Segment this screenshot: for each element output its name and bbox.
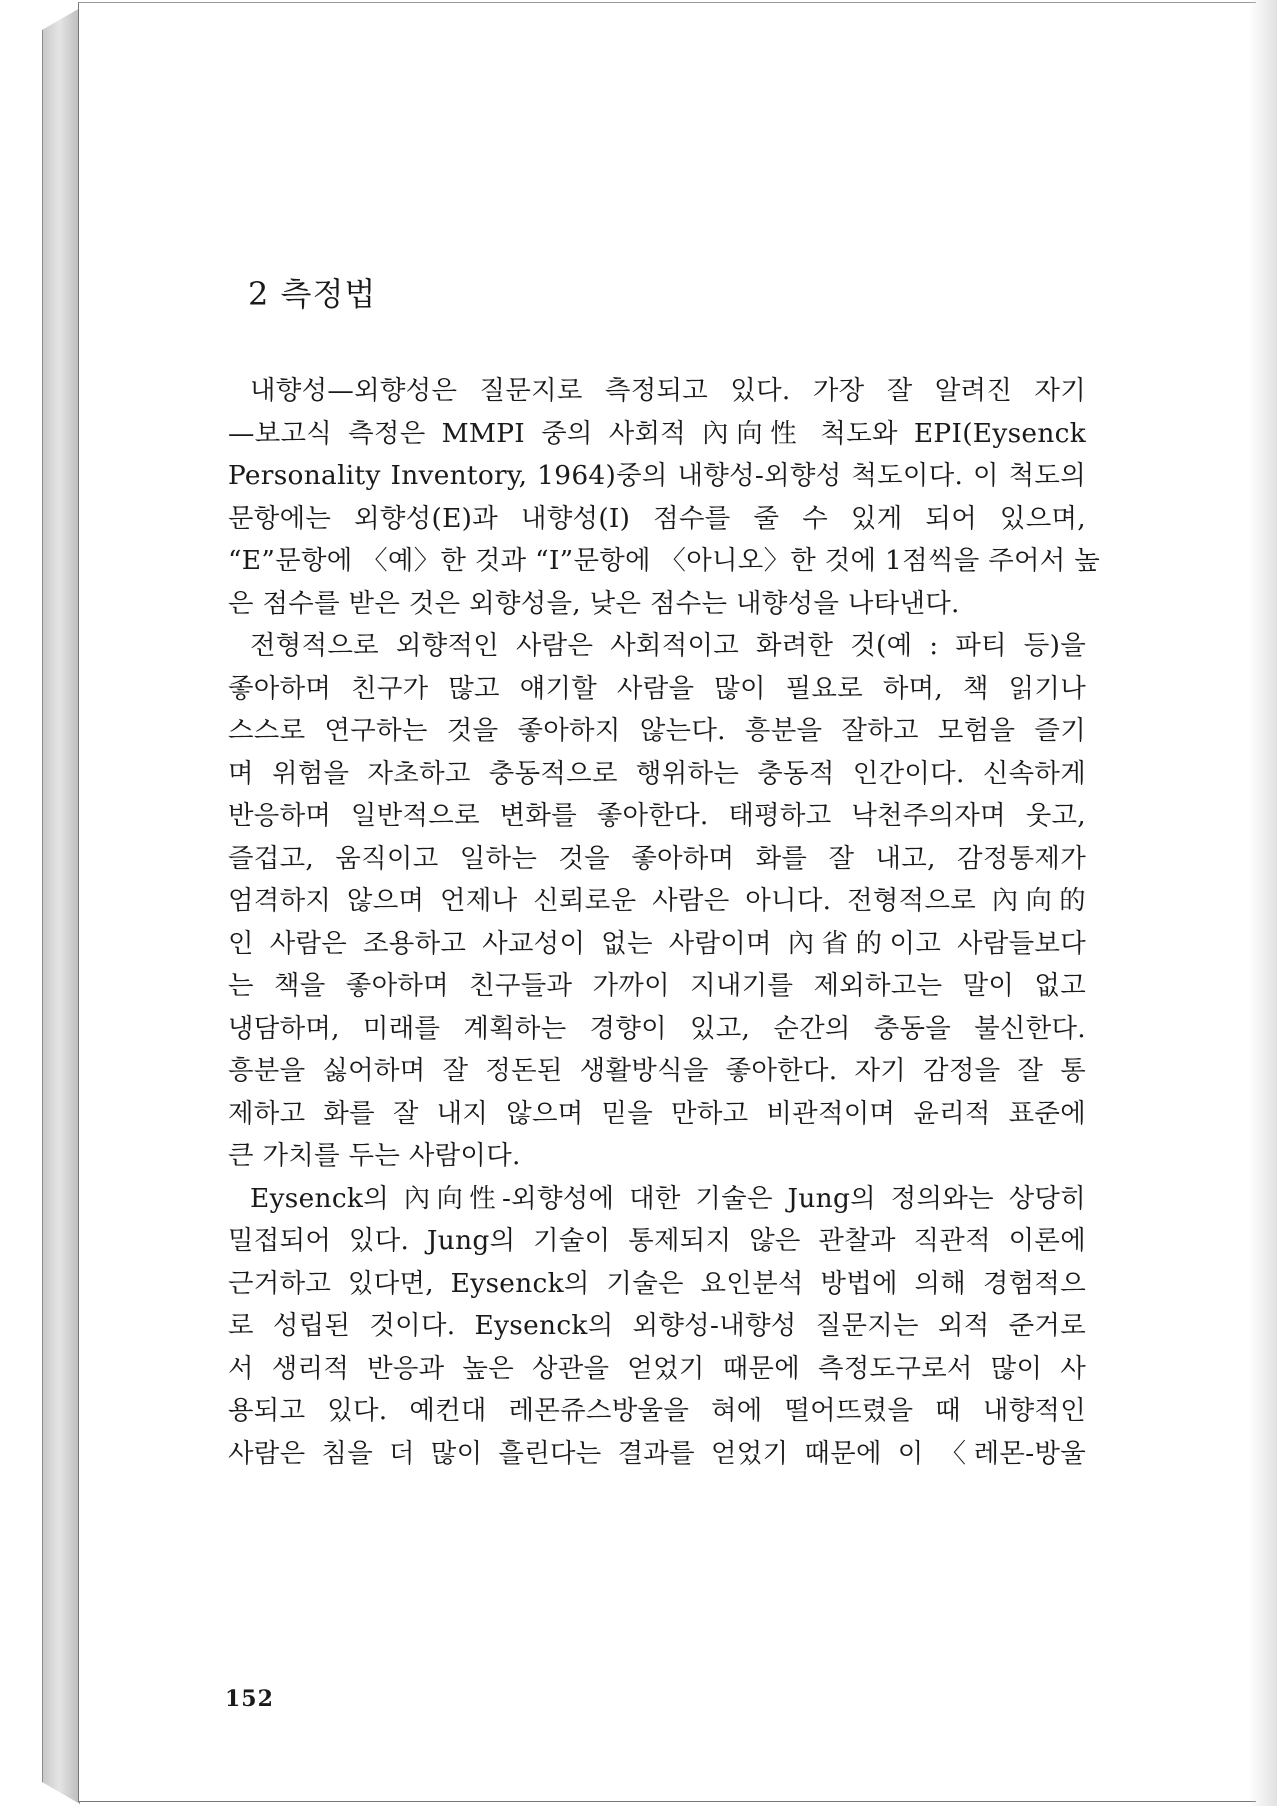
text-line: 문항에는 외향성(E)과 내향성(I) 점수를 줄 수 있게 되어 있으며,: [228, 502, 1086, 534]
text-line: 사람은 침을 더 많이 흘린다는 결과를 얻었기 때문에 이 〈레몬-방울: [228, 1437, 1086, 1469]
text-line: 은 점수를 받은 것은 외향성을, 낮은 점수는 내향성을 나타낸다.: [228, 587, 960, 619]
text-line: Eysenck의 內向性-외향성에 대한 기술은 Jung의 정의와는 상당히: [250, 1182, 1086, 1214]
text-line: 냉담하며, 미래를 계획하는 경향이 있고, 순간의 충동을 불신한다.: [228, 1012, 1086, 1044]
section-title: 2 측정법: [248, 275, 377, 313]
text-line: 로 성립된 것이다. Eysenck의 외향성-내향성 질문지는 외적 준거로: [228, 1310, 1086, 1341]
text-line: 전형적으로 외향적인 사람은 사회적이고 화려한 것(예 : 파티 등)을: [250, 630, 1086, 661]
paragraph-2: [228, 625, 1086, 1178]
text-line: 제하고 화를 잘 내지 않으며 믿을 만하고 비관적이며 윤리적 표준에: [228, 1097, 1086, 1129]
text-line: 인 사람은 조용하고 사교성이 없는 사람이며 內省的이고 사람들보다: [228, 927, 1086, 959]
text-line: 내향성—외향성은 질문지로 측정되고 있다. 가장 잘 알려진 자기: [250, 375, 1086, 406]
text-line: 엄격하지 않으며 언제나 신뢰로운 사람은 아니다. 전형적으로 內向的: [228, 885, 1086, 916]
text-line: Personality Inventory, 1964)중의 내향성-외향성 척도이다. 이 척도의: [228, 460, 1086, 491]
text-line: —보고식 측정은 MMPI 중의 사회적 內向性 척도와 EPI(Eysenck: [228, 417, 1086, 449]
text-line: 용되고 있다. 예컨대 레몬쥬스방울을 혀에 떨어뜨렸을 때 내향적인: [228, 1395, 1086, 1426]
text-line: 밀접되어 있다. Jung의 기술이 통제되지 않은 관찰과 직관적 이론에: [228, 1225, 1086, 1256]
text-line: 반응하며 일반적으로 변화를 좋아한다. 태평하고 낙천주의자며 웃고,: [228, 800, 1086, 831]
text-line: 스스로 연구하는 것을 좋아하지 않는다. 흥분을 잘하고 모험을 즐기: [228, 715, 1086, 746]
text-line: 서 생리적 반응과 높은 상관을 얻었기 때문에 측정도구로서 많이 사: [228, 1352, 1086, 1384]
text-line: 흥분을 싫어하며 잘 정돈된 생활방식을 좋아한다. 자기 감정을 잘 통: [228, 1055, 1086, 1086]
page-number: 152: [225, 1686, 274, 1712]
text-line: 큰 가치를 두는 사람이다.: [228, 1140, 521, 1171]
text-line: 근거하고 있다면, Eysenck의 기술은 요인분석 방법에 의해 경험적으: [228, 1267, 1086, 1299]
text-line: 며 위험을 자초하고 충동적으로 행위하는 충동적 인간이다. 신속하게: [228, 757, 1086, 789]
text-line: 는 책을 좋아하며 친구들과 가까이 지내기를 제외하고는 말이 없고: [228, 970, 1086, 1001]
page-content: [228, 270, 1101, 1475]
paragraph-1: [228, 370, 1101, 625]
book-spine: [42, 8, 80, 1804]
text-line: 즐겁고, 움직이고 일하는 것을 좋아하며 화를 잘 내고, 감정통제가: [228, 842, 1086, 874]
text-line: 좋아하며 친구가 많고 얘기할 사람을 많이 필요로 하며, 책 읽기나: [228, 672, 1086, 704]
text-line: “E”문항에 〈예〉한 것과 “I”문항에 〈아니오〉한 것에 1점씩을 주어서 높: [228, 545, 1101, 576]
paragraph-3: [228, 1178, 1086, 1476]
page-edge-shadow: [1249, 0, 1277, 1806]
